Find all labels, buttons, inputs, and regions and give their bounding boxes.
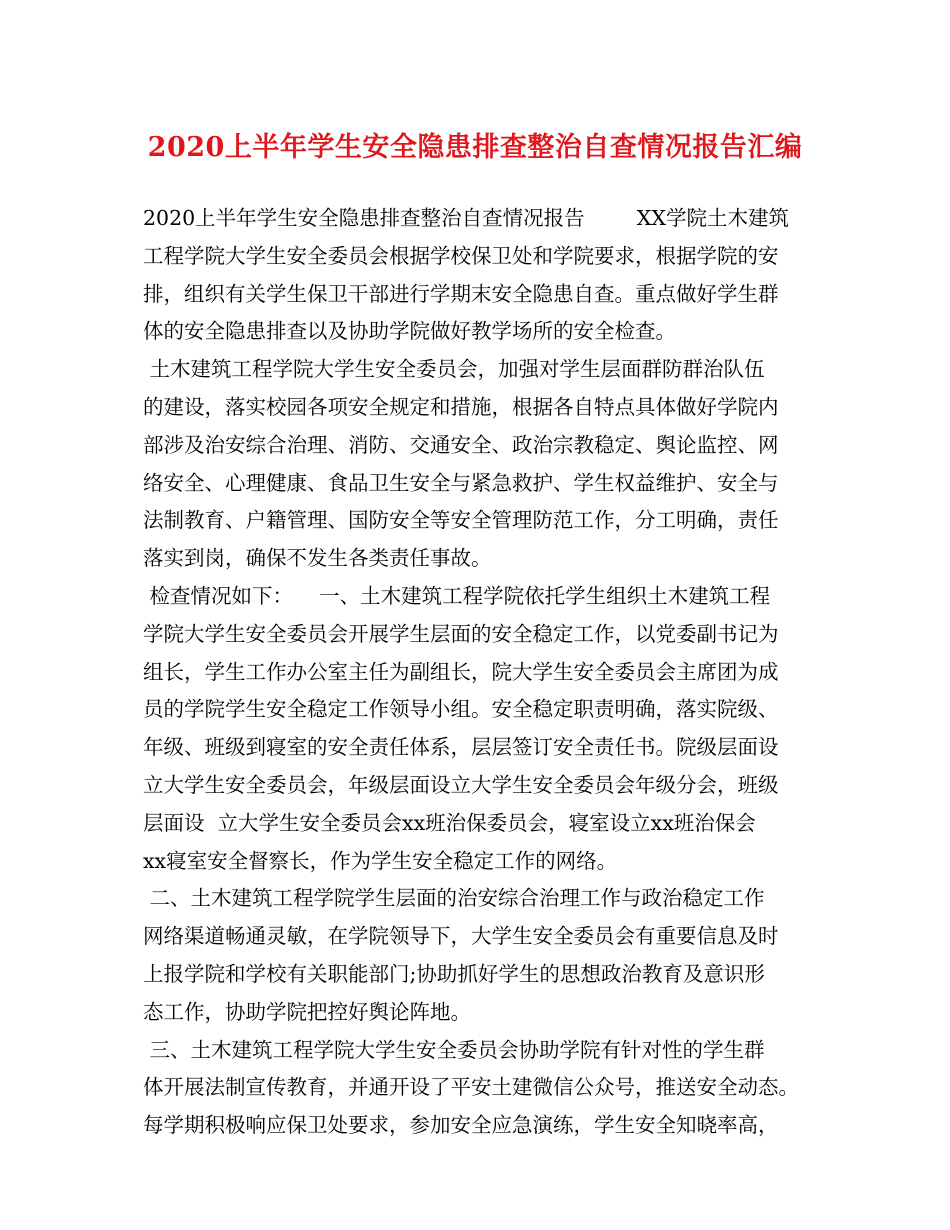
text-line: 2020上半年学生安全隐患排查整治自查情况报告 XX学院土木建筑 xyxy=(143,206,789,230)
text-line: 排，组织有关学生保卫干部进行学期末安全隐患自查。重点做好学生群 xyxy=(143,281,779,306)
text-line: 每学期积极响应保卫处要求，参加安全应急演练，学生安全知晓率高， xyxy=(143,1113,779,1138)
text-line: 员的学院学生安全稳定工作领导小组。安全稳定职责明确，落实院级、 xyxy=(143,697,779,722)
text-line: 土木建筑工程学院大学生安全委员会，加强对学生层面群防群治队伍 xyxy=(143,357,765,382)
text-line: 学院大学生安全委员会开展学生层面的安全稳定工作，以党委副书记为 xyxy=(143,621,779,646)
text-line: 网络渠道畅通灵敏，在学院领导下，大学生安全委员会有重要信息及时 xyxy=(143,924,779,949)
text-line: 上报学院和学校有关职能部门;协助抓好学生的思想政治教育及意识形 xyxy=(143,961,765,986)
text-line: 检查情况如下： 一、土木建筑工程学院依托学生组织土木建筑工程 xyxy=(143,583,771,608)
text-line: xx寝室安全督察长，作为学生安全稳定工作的网络。 xyxy=(143,848,618,873)
text-line: 法制教育、户籍管理、国防安全等安全管理防范工作，分工明确，责任 xyxy=(143,508,779,533)
text-line: 层面设 立大学生安全委员会xx班治保委员会，寝室设立xx班治保会 xyxy=(143,810,756,835)
text-line: 二、土木建筑工程学院学生层面的治安综合治理工作与政治稳定工作 xyxy=(143,886,765,911)
text-line: 体开展法制宣传教育，并通开设了平安土建微信公众号，推送安全动态。 xyxy=(143,1075,799,1100)
document-body xyxy=(143,200,843,1145)
text-line: 年级、班级到寝室的安全责任体系，层层签订安全责任书。院级层面设 xyxy=(143,735,779,760)
text-line: 络安全、心理健康、食品卫生安全与紧急救护、学生权益维护、安全与 xyxy=(143,470,779,495)
text-line: 部涉及治安综合治理、消防、交通安全、政治宗教稳定、舆论监控、网 xyxy=(143,432,779,457)
text-line: 组长，学生工作办公室主任为副组长，院大学生安全委员会主席团为成 xyxy=(143,659,779,684)
document-title: 2020上半年学生安全隐患排查整治自查情况报告汇编 xyxy=(147,132,803,163)
text-line: 态工作，协助学院把控好舆论阵地。 xyxy=(143,999,471,1024)
text-line: 的建设，落实校园各项安全规定和措施，根据各自特点具体做好学院内 xyxy=(143,394,779,419)
text-line: 体的安全隐患排查以及协助学院做好教学场所的安全检查。 xyxy=(143,319,676,344)
text-line: 立大学生安全委员会，年级层面设立大学生安全委员会年级分会，班级 xyxy=(143,772,779,797)
text-line: 落实到岗，确保不发生各类责任事故。 xyxy=(143,546,492,571)
text-line: 三、土木建筑工程学院大学生安全委员会协助学院有针对性的学生群 xyxy=(143,1037,765,1062)
text-line: 工程学院大学生安全委员会根据学校保卫处和学院要求，根据学院的安 xyxy=(143,243,779,268)
